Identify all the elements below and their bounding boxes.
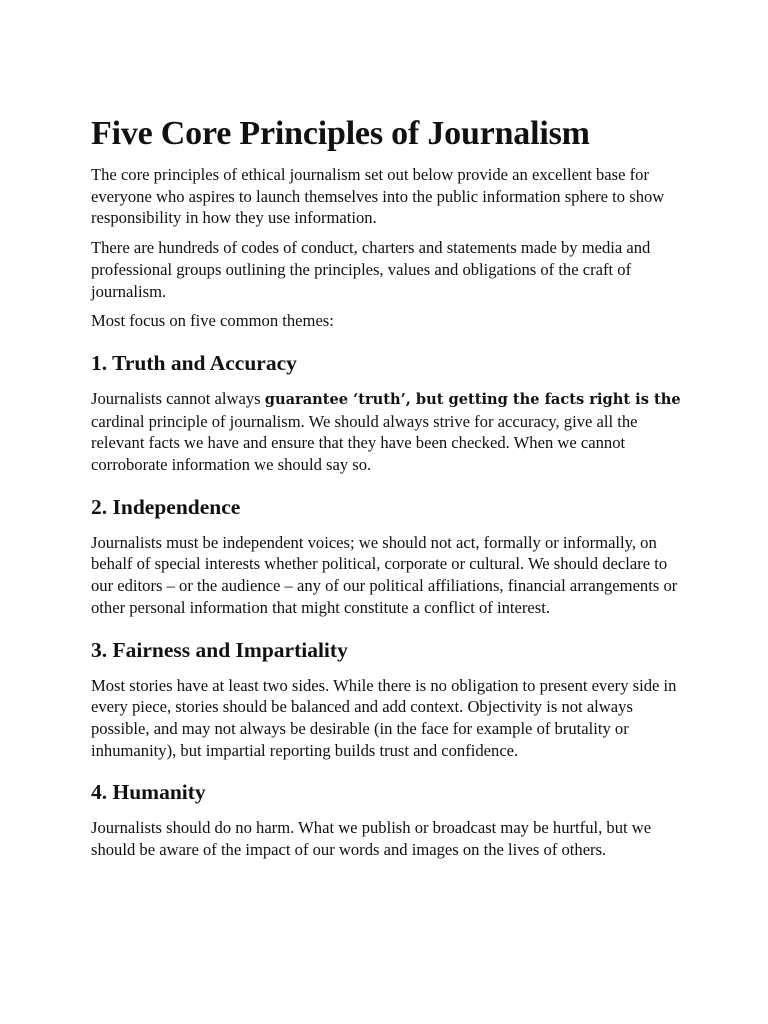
section-body-end: cardinal principle of journalism. We should always strive for accuracy, give all the relevant facts we have and ensure that they have been checked. When we cannot corroborate information we should say so.: [91, 411, 638, 475]
intro-paragraph: There are hundreds of codes of conduct, charters and statements made by media and professional groups outlining the principles, values and obligations of the craft of journalism.: [91, 238, 651, 301]
section-humanity: [91, 779, 691, 860]
section-independence: [91, 494, 691, 619]
section-heading: 2. Independence: [91, 494, 241, 519]
section-body: Journalists should do no harm. What we publish or broadcast may be hurtful, but we should be aware of the impact of our words and images on the lives of others.: [91, 818, 652, 860]
section-heading: 4. Humanity: [91, 780, 206, 805]
document-page: [91, 112, 691, 869]
intro-paragraph: The core principles of ethical journalism set out below provide an excellent base for everyone who aspires to launch themselves into the public information sphere to show responsibility in how they use information.: [91, 165, 665, 228]
section-heading: 1. Truth and Accuracy: [91, 350, 297, 375]
intro-paragraph: Most focus on five common themes:: [91, 311, 334, 331]
section-body: [91, 388, 691, 476]
page-title: Five Core Principles of Journalism: [91, 115, 590, 152]
section-body: Most stories have at least two sides. While there is no obligation to present every side in every piece, stories should be balanced and add context. Objectivity is not always possible, and may not always be desirable (in the face for example of brutality or inhumanity), but impartial reporting builds trust and confidence.: [91, 675, 677, 760]
section-body-emphasis: guarantee ‘truth’, but getting the facts right is the: [264, 390, 681, 408]
section-body: Journalists must be independent voices; we should not act, formally or informally, on behalf of special interests whether political, corporate or cultural. We should declare to our editors – or the audience – any of our political affiliations, financial arrangements or other personal information that might constitute a conflict of interest.: [91, 532, 678, 617]
section-fairness-impartiality: [91, 637, 691, 762]
section-heading: 3. Fairness and Impartiality: [91, 637, 348, 662]
section-truth-accuracy: [91, 350, 691, 476]
section-body-start: Journalists cannot always: [91, 388, 265, 408]
